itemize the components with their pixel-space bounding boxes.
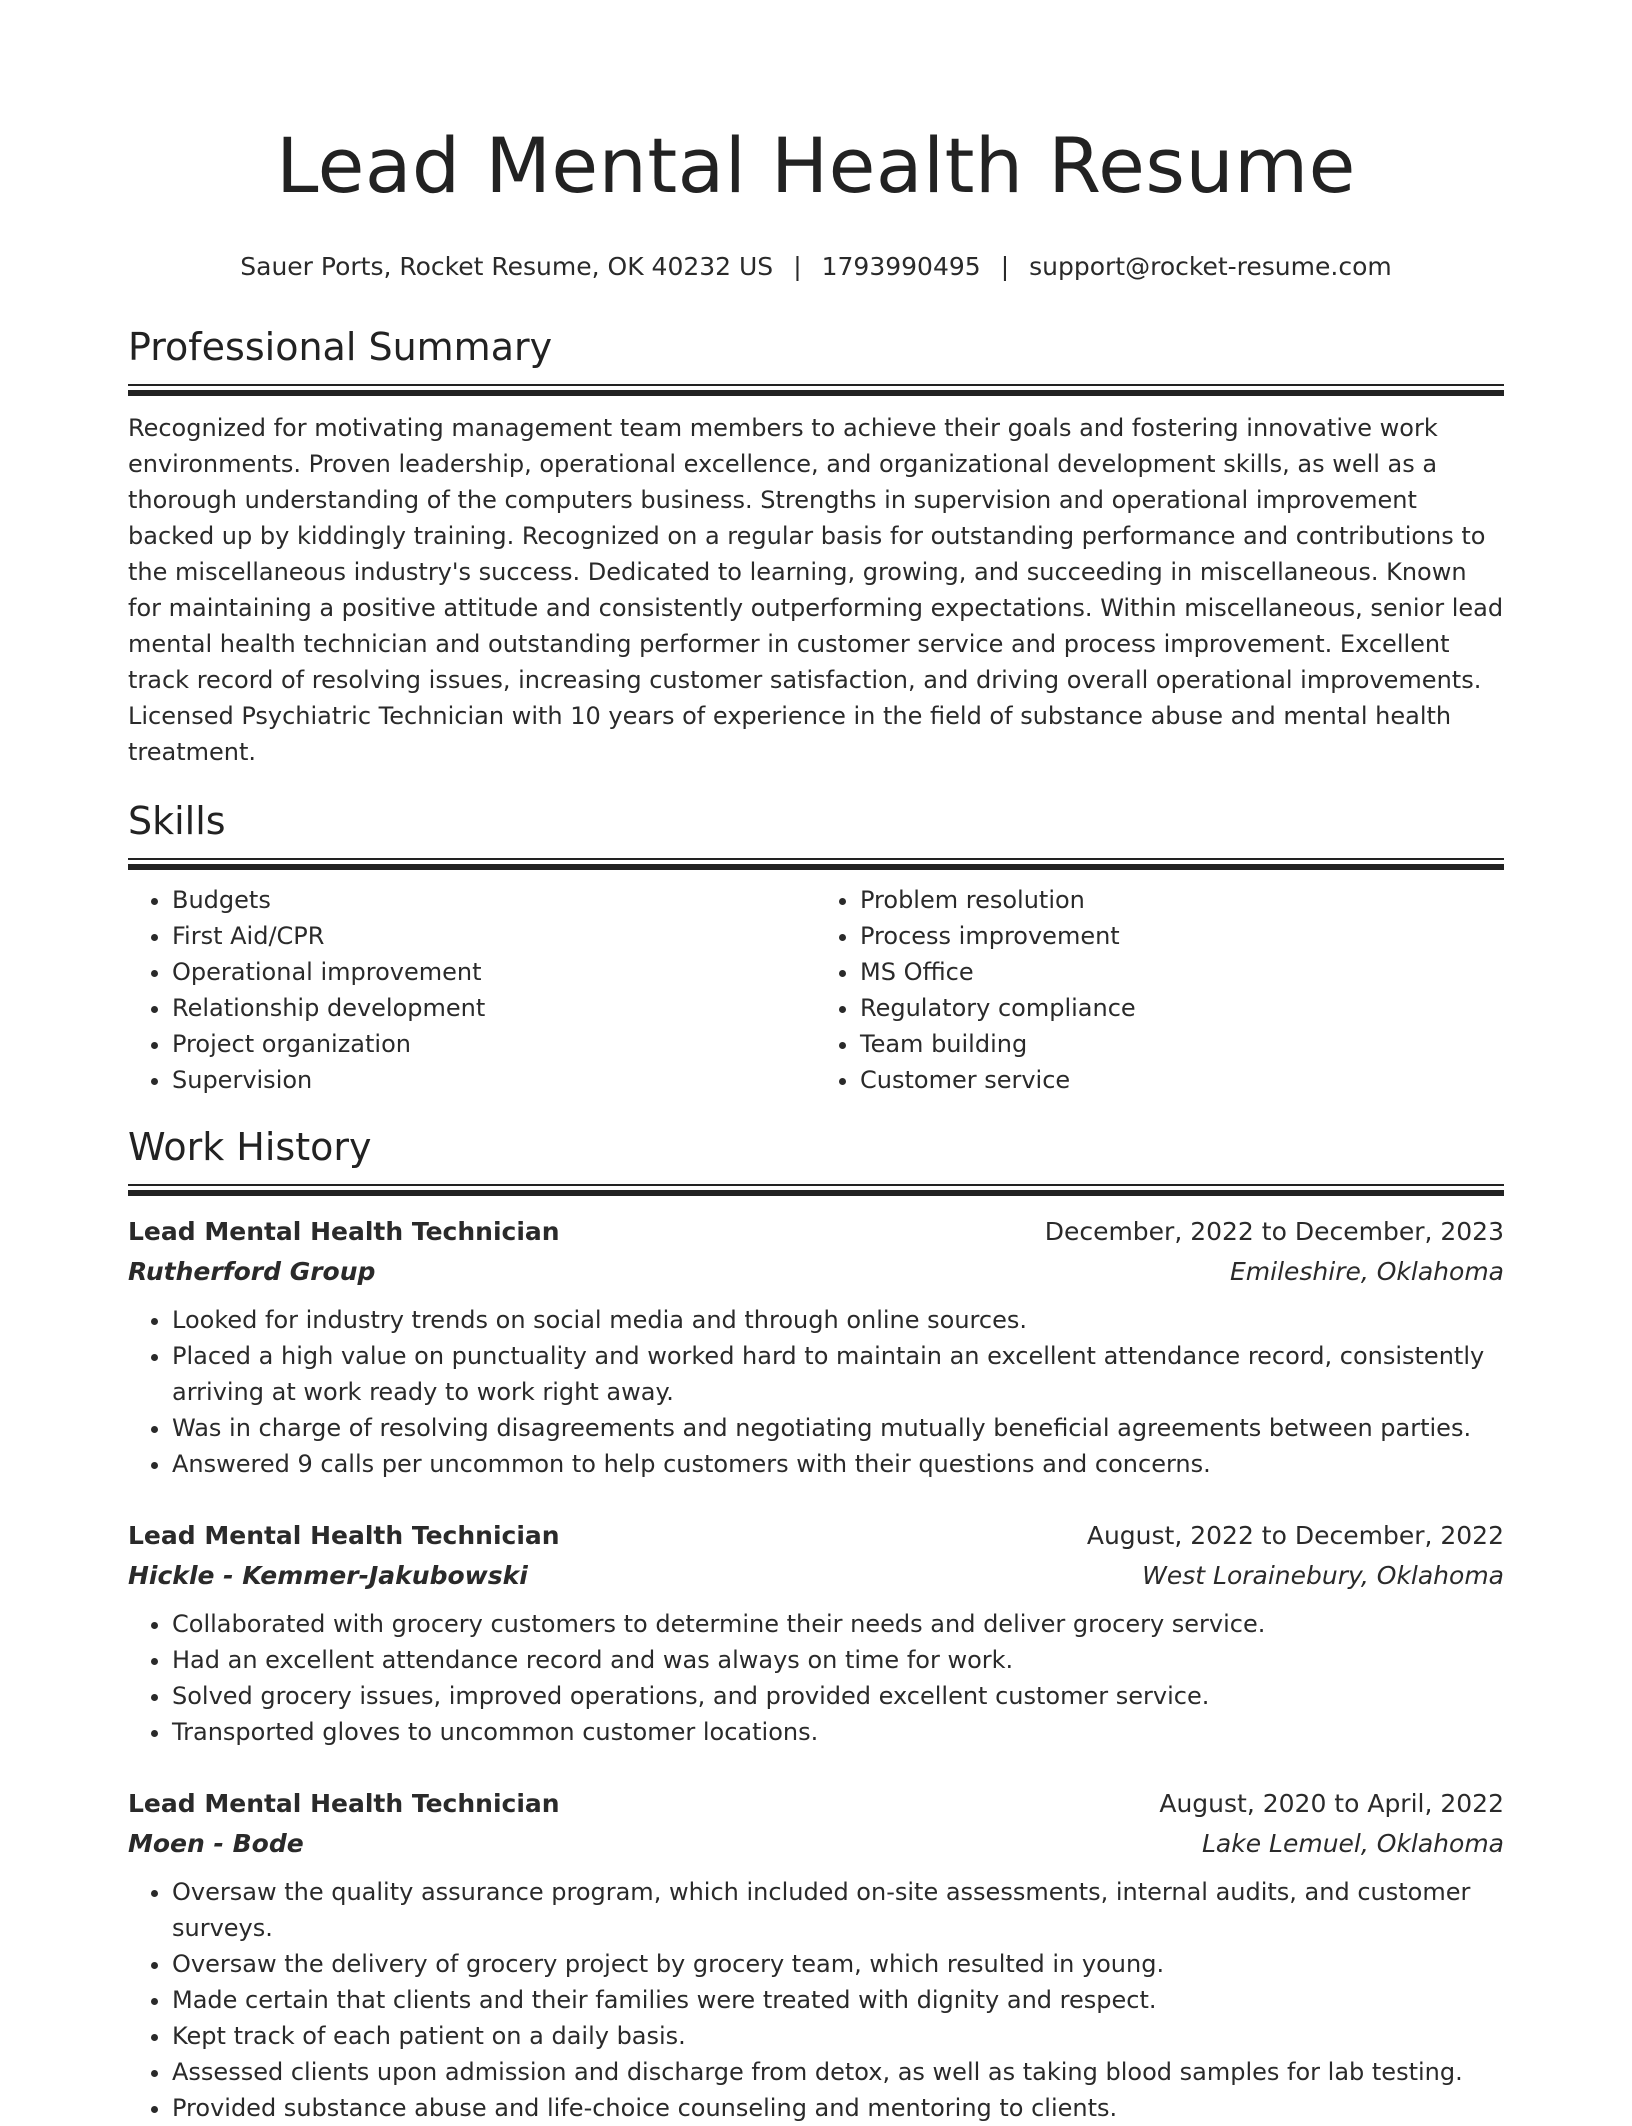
job-entry: [128, 1516, 1504, 1750]
job-dates: August, 2022 to December, 2022: [1086, 1521, 1504, 1550]
job-bullet: • Answered 9 calls per uncommon to help customers with their questions and concerns.: [172, 1446, 1504, 1482]
job-entry: [128, 1784, 1504, 2126]
skill-item: • Customer service: [860, 1062, 1504, 1098]
skill-item: • Supervision: [172, 1062, 816, 1098]
job-company: Rutherford Group: [128, 1257, 376, 1286]
job-bullet: • Looked for industry trends on social media and through online sources.: [172, 1302, 1504, 1338]
section-divider: [128, 858, 1504, 868]
job-title: Lead Mental Health Technician: [128, 1789, 560, 1818]
job-location: West Lorainebury, Oklahoma: [1142, 1561, 1504, 1590]
section-professional-summary: [128, 324, 1504, 770]
job-bullet: • Had an excellent attendance record and was always on time for work.: [172, 1642, 1504, 1678]
job-bullet: • Oversaw the delivery of grocery project by grocery team, which resulted in young.: [172, 1946, 1504, 1982]
skill-item: • Regulatory compliance: [860, 990, 1504, 1026]
job-bullet: • Solved grocery issues, improved operations, and provided excellent customer service.: [172, 1678, 1504, 1714]
contact-separator: |: [1000, 252, 1010, 281]
job-dates: December, 2022 to December, 2023: [1044, 1217, 1504, 1246]
skill-item: • Operational improvement: [172, 954, 816, 990]
job-bullet: • Collaborated with grocery customers to determine their needs and deliver grocery service.: [172, 1606, 1504, 1642]
skill-item: • Project organization: [172, 1026, 816, 1062]
section-skills: [128, 798, 1504, 1098]
job-title: Lead Mental Health Technician: [128, 1521, 560, 1550]
section-heading: Professional Summary: [128, 325, 553, 369]
job-location: Lake Lemuel, Oklahoma: [1201, 1829, 1504, 1858]
contact-email: support@rocket-resume.com: [1029, 252, 1392, 281]
job-bullets: [128, 1606, 1504, 1750]
skill-item: • First Aid/CPR: [172, 918, 816, 954]
job-title: Lead Mental Health Technician: [128, 1217, 560, 1246]
job-bullet: • Made certain that clients and their families were treated with dignity and respect.: [172, 1982, 1504, 2018]
job-bullet: • Was in charge of resolving disagreements and negotiating mutually beneficial agreements between parties.: [172, 1410, 1504, 1446]
job-bullet: • Oversaw the quality assurance program, which included on-site assessments, internal audits, and customer surveys.: [172, 1874, 1504, 1946]
contact-separator: |: [793, 252, 802, 281]
section-work-history: [128, 1124, 1504, 2126]
contact-address: Sauer Ports, Rocket Resume, OK 40232 US: [240, 252, 774, 281]
job-company: Moen - Bode: [128, 1829, 304, 1858]
job-dates: August, 2020 to April, 2022: [1159, 1789, 1504, 1818]
skill-item: • Relationship development: [172, 990, 816, 1026]
skills-list-right: [816, 882, 1504, 1098]
skill-item: • Process improvement: [860, 918, 1504, 954]
resume-title: Lead Mental Health Resume: [276, 121, 1356, 210]
job-bullets: [128, 1302, 1504, 1482]
contact-phone: 1793990495: [821, 252, 981, 281]
skill-item: • Team building: [860, 1026, 1504, 1062]
section-divider: [128, 384, 1504, 394]
job-entry: [128, 1212, 1504, 1482]
job-company: Hickle - Kemmer-Jakubowski: [128, 1561, 528, 1590]
job-bullet: • Placed a high value on punctuality and worked hard to maintain an excellent attendance record, consistently arriving at work ready to work right away.: [172, 1338, 1504, 1410]
skill-item: • Budgets: [172, 882, 816, 918]
section-divider: [128, 1184, 1504, 1194]
contact-line: [128, 250, 1504, 284]
job-bullet: • Provided substance abuse and life-choice counseling and mentoring to clients.: [172, 2090, 1504, 2126]
section-heading: Skills: [128, 799, 226, 843]
job-location: Emileshire, Oklahoma: [1229, 1257, 1504, 1286]
job-bullet: • Kept track of each patient on a daily basis.: [172, 2018, 1504, 2054]
skill-item: • MS Office: [860, 954, 1504, 990]
skills-columns: [128, 882, 1504, 1098]
skill-item: • Problem resolution: [860, 882, 1504, 918]
section-heading: Work History: [128, 1125, 372, 1169]
job-bullet: • Transported gloves to uncommon customer locations.: [172, 1714, 1504, 1750]
job-bullets: [128, 1874, 1504, 2126]
skills-list-left: [128, 882, 816, 1098]
job-bullet: • Assessed clients upon admission and discharge from detox, as well as taking blood samples for lab testing.: [172, 2054, 1504, 2090]
summary-paragraph: Recognized for motivating management team members to achieve their goals and fostering innovative work environments. Proven leadership, operational excellence, and organizational development skills, as well as a thorough understanding of the computers business. Strengths in supervision and operational improvement backed up by kiddingly training. Recognized on a regular basis for outstanding performance and contributions to the miscellaneous industry's success. Dedicated to learning, growing, and succeeding in miscellaneous. Known for maintaining a positive attitude and consistently outperforming expectations. Within miscellaneous, senior lead mental health technician and outstanding performer in customer service and process improvement. Excellent track record of resolving issues, increasing customer satisfaction, and driving overall operational improvements. Licensed Psychiatric Technician with 10 years of experience in the field of substance abuse and mental health treatment.: [128, 414, 1504, 766]
